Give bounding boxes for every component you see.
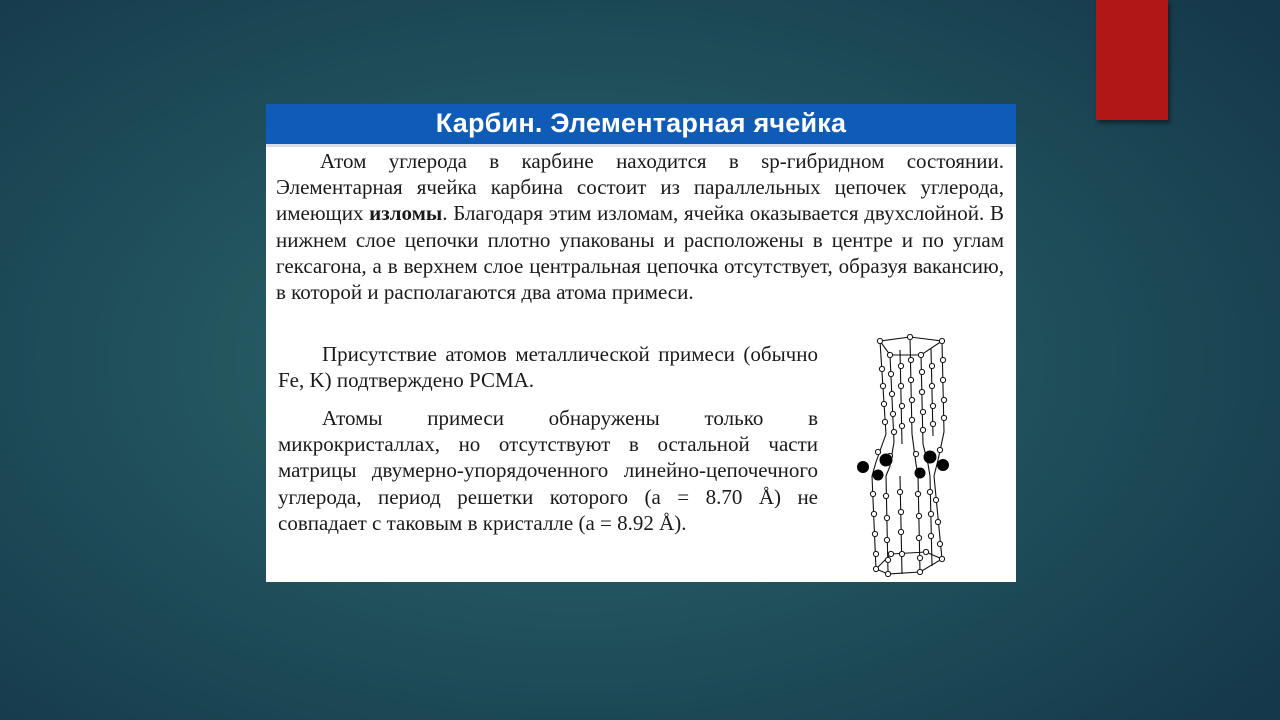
paragraph-structure-bold-term: изломы: [369, 201, 443, 226]
paragraph-structure: [276, 148, 1004, 305]
impurity-atoms: [857, 451, 949, 481]
paragraph-impurity-location: Атомы примеси обнаружены только в микрокристаллах, но отсутствуют в остальной части матрицы двумерно-упорядоченного линейно-цепочечного углерода, период решетки которого (а = 8.70 Å) не совпадает с таковым в кристалле (а = 8.92 Å).: [278, 406, 818, 535]
paragraph-structure-text-1: Атом углерода в карбине находится в sp-гибридном состоянии. Элементарная ячейка карбина состоит из параллельных цепочек углерода, имеющих: [276, 149, 1004, 226]
accent-tab: [1096, 0, 1168, 120]
content-card: [266, 104, 1016, 582]
paragraph-impurity-detection: Присутствие атомов металлической примеси (обычно Fe, K) подтверждено РСМА.: [278, 342, 818, 393]
carbyne-unit-cell-diagram-icon: [846, 334, 986, 579]
paragraph-structure-text-2: . Благодаря этим изломам, ячейка оказывается двухслойной. В нижнем слое цепочки плотно упакованы и расположены в центре и по углам гексагона, а в верхнем слое центральная цепочка отсутствует, образуя вакансию, в которой и располагаются два атома примеси.: [276, 201, 1004, 305]
slide-title: Карбин. Элементарная ячейка: [266, 104, 1016, 147]
